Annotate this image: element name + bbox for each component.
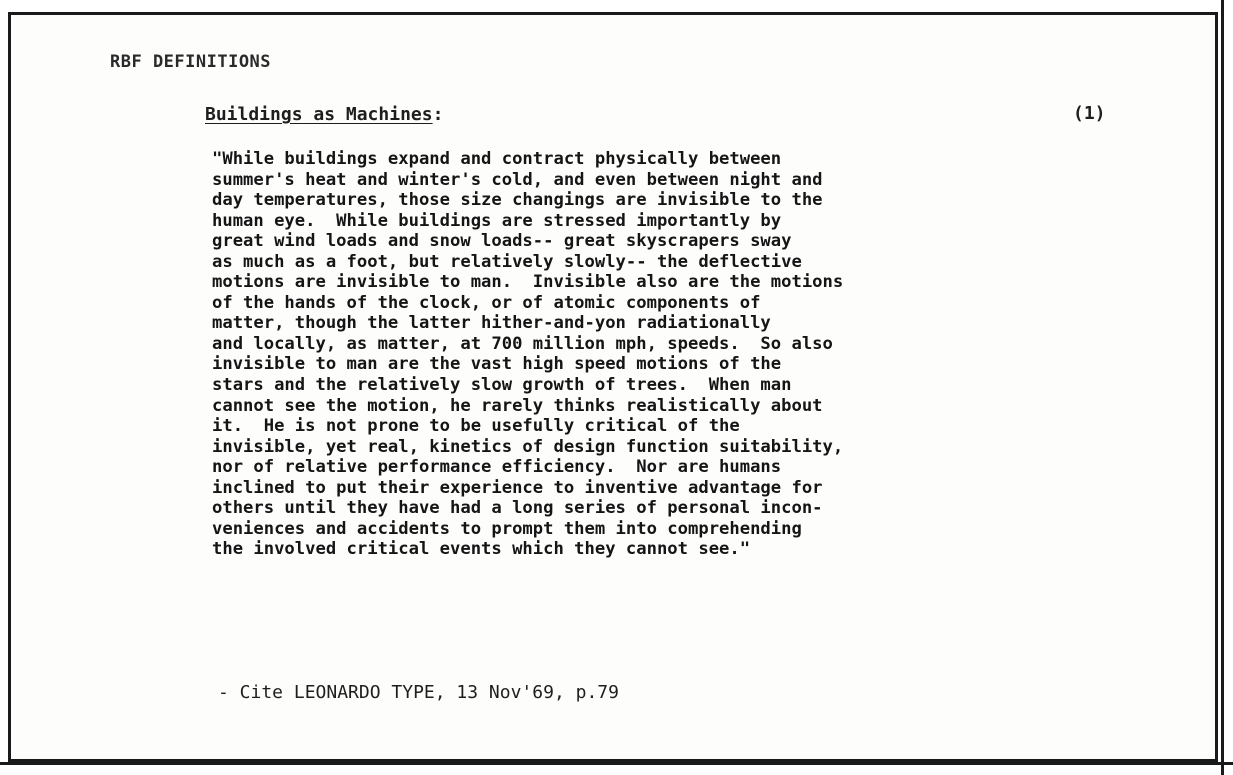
quote-body [212, 149, 843, 560]
quote-line: it. He is not prone to be usefully critical of the [212, 416, 740, 437]
quote-line: the involved critical events which they cannot see." [212, 539, 751, 560]
quote-line: "While buildings expand and contract physically between [212, 149, 782, 169]
section-header: RBF DEFINITIONS [110, 52, 272, 72]
card-edge-bottom [0, 762, 1233, 765]
entry-title-text: Buildings as Machines [205, 104, 433, 125]
quote-line: others until they have had a long series of personal incon- [212, 498, 823, 519]
quote-line: great wind loads and snow loads-- great skyscrapers sway [212, 231, 792, 252]
entry-title [205, 104, 443, 125]
entry-title-colon: : [432, 104, 444, 125]
quote-line: invisible to man are the vast high speed motions of the [212, 354, 782, 375]
quote-line: invisible, yet real, kinetics of design function suitability, [212, 436, 844, 457]
quote-line: stars and the relatively slow growth of trees. When man [212, 375, 792, 396]
quote-line: motions are invisible to man. Invisible also are the motions [212, 272, 844, 293]
quote-line: day temperatures, those size changings are invisible to the [212, 190, 823, 211]
quote-line: cannot see the motion, he rarely thinks realistically about [212, 395, 823, 416]
card-edge-right [1221, 0, 1224, 775]
quote-line: matter, though the latter hither-and-yon radiationally [212, 313, 771, 334]
quote-line: human eye. While buildings are stressed importantly by [212, 210, 782, 231]
quote-line: of the hands of the clock, or of atomic components of [212, 292, 761, 313]
entry-number: (1) [1073, 103, 1106, 124]
quote-line: and locally, as matter, at 700 million mph, speeds. So also [212, 333, 833, 354]
quote-line: inclined to put their experience to inventive advantage for [212, 477, 823, 498]
quote-line: summer's heat and winter's cold, and even between night and [212, 169, 823, 190]
quote-line: as much as a foot, but relatively slowly-- the deflective [212, 251, 802, 272]
citation: - Cite LEONARDO TYPE, 13 Nov'69, p.79 [218, 682, 619, 703]
quote-line: nor of relative performance efficiency. Nor are humans [212, 457, 782, 478]
quote-line: veniences and accidents to prompt them into comprehending [212, 518, 802, 539]
